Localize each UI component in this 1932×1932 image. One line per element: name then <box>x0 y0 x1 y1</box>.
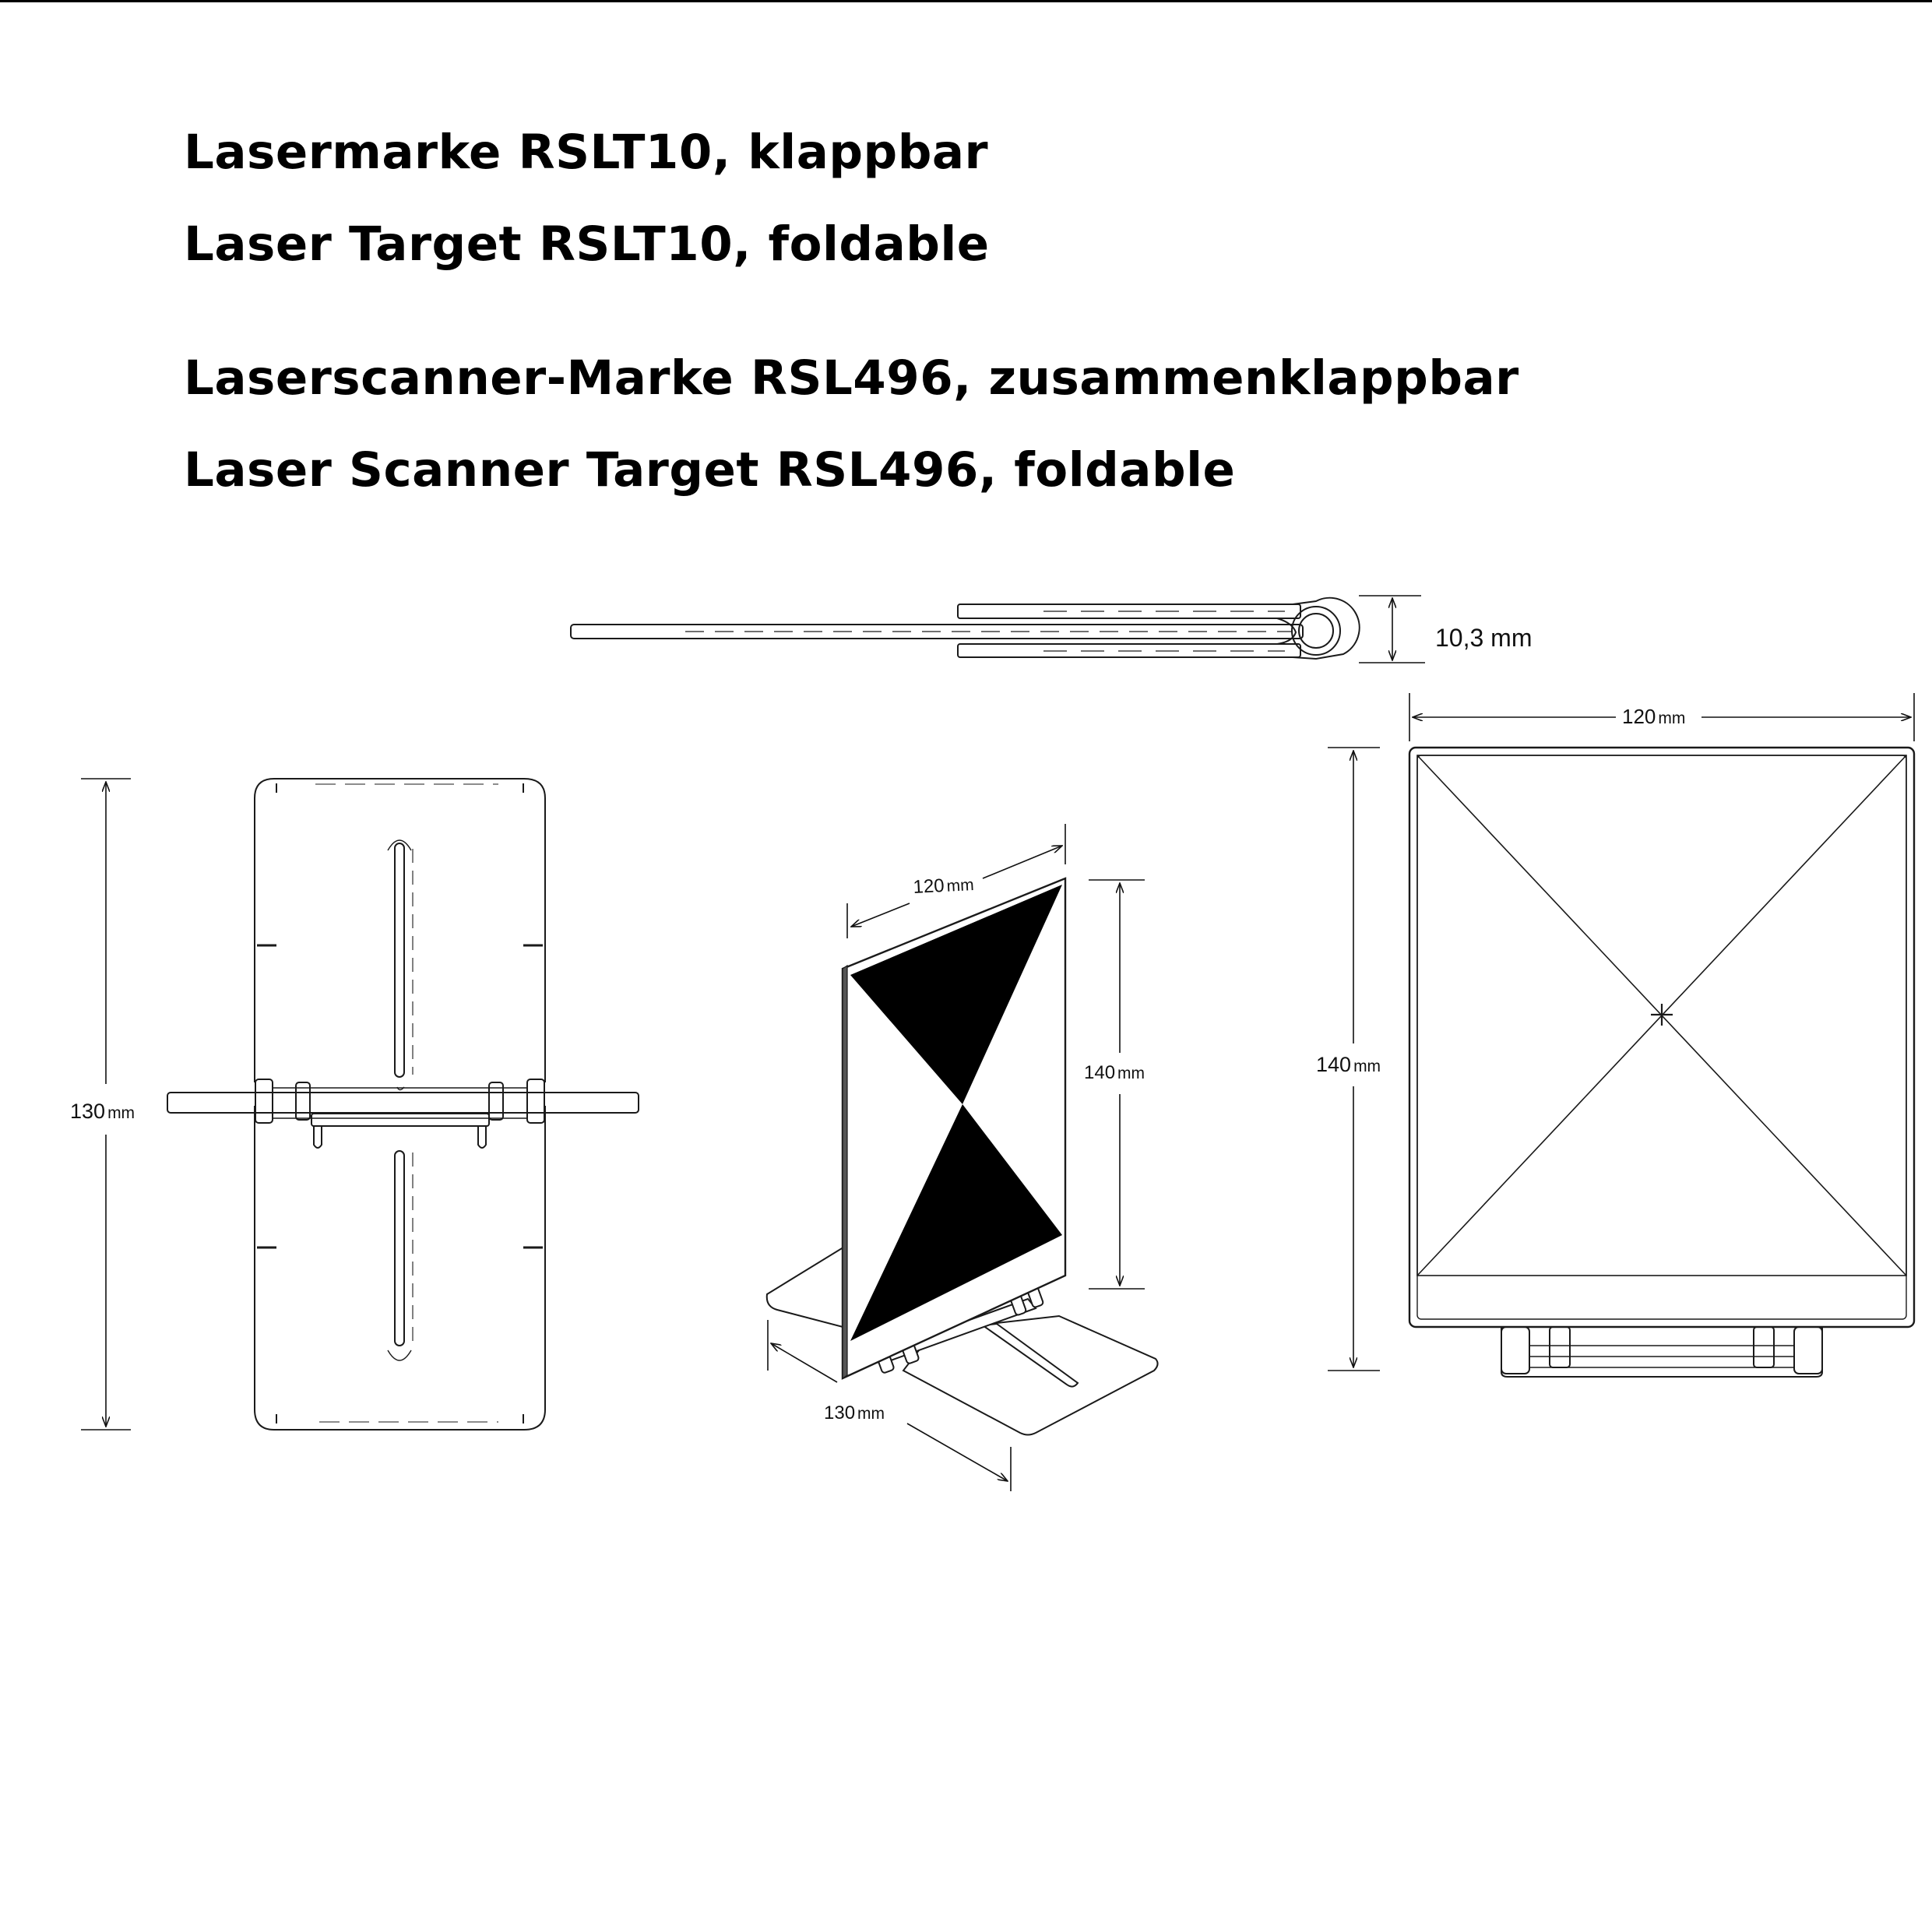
plan-hinge-knuckle <box>255 1079 273 1123</box>
iso-height-label <box>1084 1062 1145 1083</box>
title-en-target: Laser Target RSLT10, foldable <box>184 216 990 272</box>
front-width-label <box>1622 705 1685 728</box>
iso-height-value: 140 <box>1084 1062 1116 1083</box>
title-de-target: Lasermarke RSLT10, klappbar <box>184 125 989 180</box>
isometric-view <box>767 875 1158 1435</box>
plan-depth-unit: mm <box>107 1104 135 1122</box>
plan-slot-cap <box>388 840 411 850</box>
plan-upper-slot <box>395 843 404 1077</box>
iso-target-plate-edge <box>843 966 847 1378</box>
front-hinge-knuckle <box>1794 1327 1822 1374</box>
plan-depth-value: 130 <box>70 1100 106 1123</box>
plan-hinge-bar <box>311 1114 489 1126</box>
front-width-value: 120 <box>1622 705 1656 728</box>
front-inner-frame <box>1417 755 1906 1319</box>
iso-height-dimension <box>1089 880 1145 1289</box>
plan-hinge-pin <box>314 1126 322 1148</box>
front-view <box>1409 748 1914 1377</box>
iso-depth-value: 130 <box>824 1402 856 1423</box>
front-hinge-knuckle <box>1754 1327 1774 1367</box>
iso-depth-unit: mm <box>857 1405 885 1423</box>
front-hinge-knuckle <box>1550 1327 1570 1367</box>
iso-back-leaf <box>767 1246 846 1328</box>
side-thickness-dimension <box>1359 596 1425 663</box>
iso-width-label <box>913 874 974 898</box>
front-height-unit: mm <box>1353 1057 1381 1075</box>
front-outer-frame <box>1409 748 1914 1327</box>
plan-hinge-pin <box>478 1126 486 1148</box>
iso-depth-label <box>824 1402 885 1423</box>
plan-slot-cap <box>388 1350 411 1360</box>
side-view-folded <box>571 598 1360 659</box>
iso-height-unit: mm <box>1117 1065 1145 1082</box>
plan-view <box>167 779 639 1430</box>
iso-width-unit: mm <box>946 875 975 896</box>
plan-lower-slot <box>395 1151 404 1346</box>
plan-depth-label <box>70 1100 135 1123</box>
front-height-value: 140 <box>1316 1053 1352 1076</box>
plan-upper-leaf <box>255 779 545 1082</box>
plan-hinge-knuckle <box>527 1079 544 1123</box>
front-width-unit: mm <box>1658 709 1686 727</box>
side-thickness-label: 10,3 mm <box>1435 624 1533 652</box>
iso-width-value: 120 <box>912 875 945 898</box>
front-height-label <box>1316 1053 1381 1076</box>
plan-lower-leaf <box>255 1106 545 1430</box>
title-en-scanner: Laser Scanner Target RSL496, foldable <box>184 442 1236 498</box>
title-de-scanner: Laserscanner-Marke RSL496, zusammenklappbar <box>184 350 1519 406</box>
plan-target-plate-edge <box>167 1093 639 1113</box>
side-hinge-pin <box>1299 614 1333 648</box>
front-hinge-knuckle <box>1501 1327 1529 1374</box>
